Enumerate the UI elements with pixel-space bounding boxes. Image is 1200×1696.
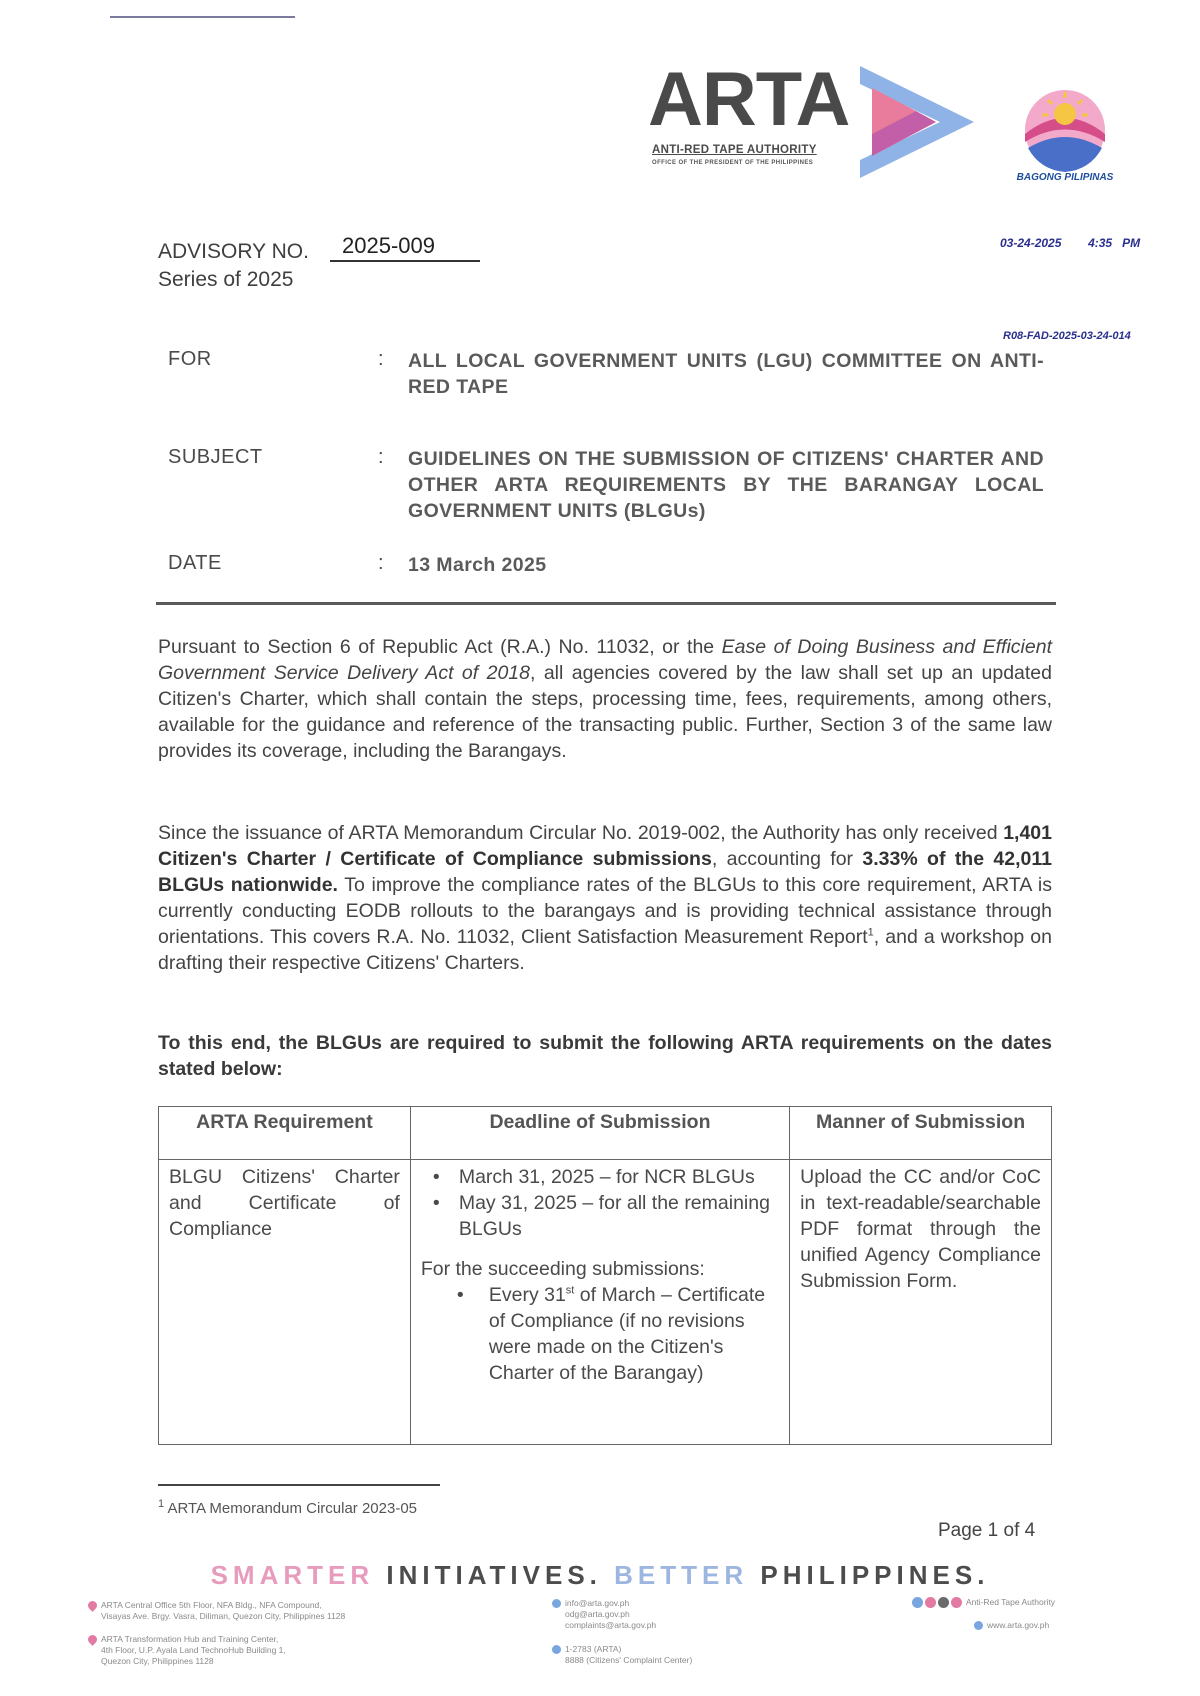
date-value: 13 March 2025 — [408, 554, 547, 576]
p2-text-d: , and a workshop on drafting their respective Citizens' Charters. — [158, 926, 1053, 974]
arta-logo-text: ARTA — [648, 57, 850, 142]
table-header: Deadline of Submission — [410, 1107, 789, 1160]
website-link[interactable]: www.arta.gov.ph — [987, 1620, 1050, 1630]
bagong-pilipinas-text: BAGONG PILIPINAS — [1016, 172, 1114, 183]
tagline-better: BETTER — [614, 1560, 749, 1590]
stamp-ampm: PM — [1122, 236, 1141, 250]
stamp-date: 03-24-2025 — [1000, 236, 1062, 250]
email-link[interactable]: info@arta.gov.ph — [565, 1598, 630, 1608]
manner-cell: Upload the CC and/or CoC in text-readable/searchable PDF format through the unified Agency Compliance Submission Form. — [790, 1160, 1052, 1445]
received-stamp-datetime — [1000, 236, 1140, 250]
p1-law-title: Ease of Doing Business and Efficient Government Service Delivery Act of 2018 — [158, 636, 1052, 684]
received-stamp-reference: R08-FAD-2025-03-24-014 — [1003, 330, 1131, 342]
p2-text-c: To improve the compliance rates of the BLGUs to this core requirement, ARTA is currently conducting EODB rollouts to the barangays and is providing technical assistance through orientations. This covers R.A. No. 11032, Client Satisfaction Measurement Report — [158, 874, 1052, 948]
subject-label: SUBJECT — [168, 446, 263, 468]
stamp-time: 4:35 — [1088, 236, 1113, 250]
arta-logo-subtitle: ANTI-RED TAPE AUTHORITY — [652, 144, 817, 156]
requirements-table — [158, 1106, 1052, 1445]
paragraph-2 — [158, 820, 1052, 976]
address-line: Visayas Ave. Brgy. Vasra, Diliman, Quezon City, Philippines 1128 — [101, 1611, 346, 1621]
table-header-row — [159, 1107, 1052, 1160]
requirement-cell: BLGU Citizens' Charter and Certificate of Compliance — [159, 1160, 411, 1445]
address-line: ARTA Central Office 5th Floor, NFA Bldg., NFA Compound, — [101, 1600, 322, 1610]
p2-bold-percentage: 3.33% of the 42,011 BLGUs nationwide. — [158, 848, 1052, 896]
ordinal-suffix: st — [565, 1284, 575, 1297]
footer-address-1 — [88, 1600, 345, 1622]
subject-value: GUIDELINES ON THE SUBMISSION OF CITIZENS' CHARTER AND OTHER ARTA REQUIREMENTS BY THE BARANGAY LOCAL GOVERNMENT UNITS (BLGUs) — [408, 448, 1044, 522]
footnote-divider — [158, 1484, 440, 1486]
date-colon: : — [378, 552, 384, 574]
date-label: DATE — [168, 552, 222, 574]
list-item — [421, 1282, 779, 1386]
youtube-icon[interactable] — [951, 1597, 962, 1608]
phone-number: 8888 (Citizens' Complaint Center) — [565, 1655, 693, 1665]
p2-bold-submissions: 1,401 Citizen's Charter / Certificate of Compliance submissions — [158, 822, 1052, 870]
for-colon: : — [378, 348, 384, 370]
footer-website — [974, 1620, 1049, 1631]
p1-text-a: Pursuant to Section 6 of Republic Act (R.A.) No. 11032, or the — [158, 636, 722, 658]
email-link[interactable]: odg@arta.gov.ph — [565, 1609, 630, 1619]
advisory-series: Series of 2025 — [158, 268, 294, 291]
address-line: Quezon City, Philippines 1128 — [101, 1656, 214, 1666]
p2-text-b: , accounting for — [711, 848, 863, 870]
deadline-cell — [410, 1160, 789, 1445]
advisory-label: ADVISORY NO. — [158, 240, 309, 263]
paragraph-1 — [158, 634, 1052, 764]
footer-social — [912, 1597, 1055, 1608]
arta-arrow-icon — [858, 64, 976, 180]
email-icon — [552, 1599, 561, 1608]
footnote — [158, 1500, 417, 1517]
succeeding-text-a: Every 31 — [488, 1284, 566, 1306]
page-number: Page 1 of 4 — [938, 1520, 1036, 1541]
table-row — [159, 1160, 1052, 1445]
footer-address-2 — [88, 1634, 286, 1667]
phone-icon — [552, 1645, 561, 1654]
p2-text-a: Since the issuance of ARTA Memorandum Circular No. 2019-002, the Authority has only received — [158, 822, 1004, 844]
list-item: • May 31, 2025 – for all the remaining BLGUs — [421, 1190, 779, 1242]
succeeding-list — [421, 1282, 779, 1386]
p1-text-b: , all agencies covered by the law shall set up an updated Citizen's Charter, which shall contain the steps, processing time, fees, requirements, among others, available for the guidance and reference of the transacting public. Further, Section 3 of the same law provides its coverage, including the Barangays. — [158, 662, 1052, 762]
for-value: ALL LOCAL GOVERNMENT UNITS (LGU) COMMITTEE ON ANTI-RED TAPE — [408, 350, 1044, 398]
list-item: • March 31, 2025 – for NCR BLGUs — [421, 1164, 779, 1190]
succeeding-text-b: of March – Certificate of Compliance (if no revisions were made on the Citizen's Charter of the Barangay) — [488, 1284, 766, 1384]
footnote-text: ARTA Memorandum Circular 2023-05 — [164, 1500, 418, 1517]
globe-icon — [974, 1621, 983, 1630]
x-icon[interactable] — [938, 1597, 949, 1608]
footer-emails — [552, 1598, 656, 1631]
footnote-ref: 1 — [867, 926, 874, 939]
subject-colon: : — [378, 446, 384, 468]
email-link[interactable]: complaints@arta.gov.ph — [565, 1620, 657, 1630]
table-header: ARTA Requirement — [159, 1107, 411, 1160]
for-label: FOR — [168, 348, 212, 370]
succeeding-heading: For the succeeding submissions: — [420, 1258, 705, 1280]
tagline-philippines: PHILIPPINES. — [760, 1560, 990, 1590]
paragraph-3: To this end, the BLGUs are required to submit the following ARTA requirements on the dates stated below: — [158, 1032, 1052, 1080]
facebook-icon[interactable] — [912, 1597, 923, 1608]
header-divider — [156, 602, 1056, 605]
tagline — [0, 1560, 1200, 1591]
address-line: 4th Floor, U.P. Ayala Land TechnoHub Building 1, — [101, 1645, 286, 1655]
arta-logo — [648, 57, 988, 180]
address-line: ARTA Transformation Hub and Training Center, — [101, 1634, 279, 1644]
phone-number: 1-2783 (ARTA) — [565, 1644, 622, 1654]
social-handle: Anti-Red Tape Authority — [965, 1597, 1056, 1607]
footer-phones — [552, 1644, 692, 1666]
instagram-icon[interactable] — [925, 1597, 936, 1608]
tagline-smarter: SMARTER — [210, 1560, 375, 1590]
table-header: Manner of Submission — [790, 1107, 1052, 1160]
advisory-number: 2025-009 — [330, 233, 480, 262]
footnote-number: 1 — [158, 1498, 165, 1510]
deadline-list — [421, 1164, 779, 1242]
tagline-initiatives: INITIATIVES. — [386, 1560, 602, 1590]
arta-logo-office: OFFICE OF THE PRESIDENT OF THE PHILIPPINES — [652, 160, 814, 166]
top-scan-line — [110, 16, 295, 18]
